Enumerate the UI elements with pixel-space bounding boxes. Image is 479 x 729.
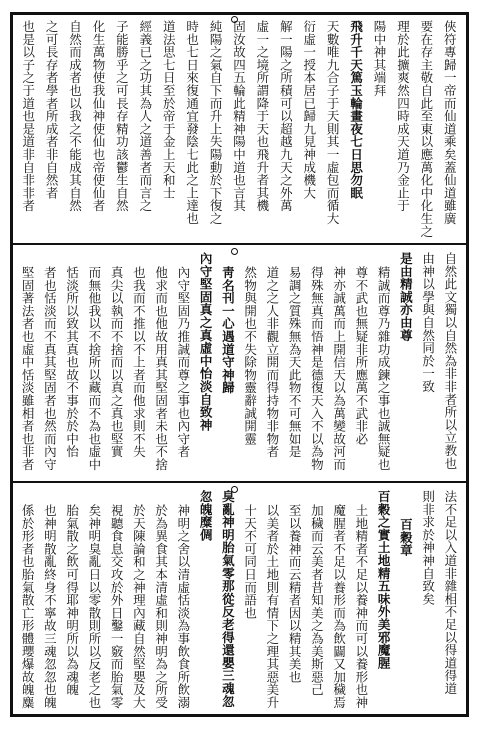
text-column: 於為異食其本清虛和則神明為之所受 <box>153 504 169 709</box>
text-column: 天數唯九合子于天則其一虛包而循大 <box>325 20 341 225</box>
text-column: 則非求於神神自致矣 <box>420 490 436 606</box>
text-column: 視聽食息交攻於外日鑿一竅而胎氣零 <box>109 504 125 709</box>
text-column: 忽魄糜倜 <box>198 490 214 542</box>
text-column: 他求而也他故用真其堅固者未也不捨 <box>153 266 169 471</box>
text-column: 加穢而云美者昔知美之為美斯惡己 <box>309 504 325 696</box>
text-column: 飛升千天篤玉輪畫夜七日思勿眠 <box>348 20 364 200</box>
text-column: 百穀章 <box>398 518 414 557</box>
panel-divider <box>10 243 469 245</box>
text-column: 道之之人非觀立開而得持物非物者 <box>264 266 280 458</box>
text-column: 之可長存者學者所成者非自然者 <box>44 20 60 200</box>
panel-divider <box>10 481 469 483</box>
section-marker <box>231 248 238 255</box>
text-column: 於天陳論和之神理內藏自然堅嬰及大 <box>131 504 147 709</box>
text-column: 至以養神而云精者因以精其美也 <box>287 504 303 684</box>
text-column: 由神以學與自然同於一致 <box>420 252 436 393</box>
text-column: 理於此擴爽然四時成天道乃金止于 <box>395 20 411 212</box>
text-column: 是由精誠亦由尊 <box>398 252 414 342</box>
text-column: 自然而成者也以我之不能成其自然 <box>67 20 83 212</box>
text-column: 而無他我以不捨所以藏而不為也虛中 <box>86 266 102 471</box>
section-marker <box>231 486 238 493</box>
text-column: 得殊無真而悟神是德復天入不以為物 <box>309 266 325 471</box>
text-column: 然物與開也不失除物靈辭誠開靈 <box>242 266 258 446</box>
text-column: 化生萬物使我仙神使仙也帝使仙者 <box>90 20 106 212</box>
text-column: 衍虛一授本居已歸九見神成機大 <box>301 20 317 200</box>
text-column: 以美者於土地則有情下之理其惡美升 <box>264 504 280 709</box>
text-column: 靑名刊一心遇道守神歸 <box>220 266 236 394</box>
text-panel-2 <box>14 248 465 478</box>
text-column: 也神明散亂終身不寧故三魂忽忽也魄 <box>42 504 58 709</box>
text-column: 純陽之氣自下而升上失陽動於下復之 <box>208 20 224 225</box>
text-column: 子能勝乎之可長存精功該鬱生自然 <box>114 20 130 212</box>
text-column: 係於形者也胎氣散亡形體瓔爆故魄麋 <box>20 504 36 709</box>
text-column: 真尖以執而不捨而以真之真也堅實 <box>109 266 125 458</box>
text-column: 神亦誠萬而上開信天以為萬變故河而 <box>331 266 347 471</box>
text-column: 固汝故四五輪此精神陽中道也言其 <box>231 20 247 212</box>
text-column: 自然此文獨以自然為非非者所以立教也 <box>442 252 458 470</box>
text-column: 解一陽之所積可以超越九天之外萬 <box>278 20 294 212</box>
text-column: 堅固著法者也虛中恬淡雖相者也非者 <box>20 266 36 471</box>
text-column: 虛一之境所謂降于天也飛升者其機 <box>254 20 270 212</box>
text-column: 精誠而尊乃雜功成鍊之事也誠無疑也 <box>376 266 392 471</box>
text-column: 要在存主敬自此至東以應萬化中化生之 <box>418 20 434 238</box>
text-column: 內守堅固真之真虛中怡淡自致神 <box>198 252 214 432</box>
text-column: 尊不武也無疑非所應萬不武非必 <box>353 266 369 446</box>
text-column: 臭亂神明胎氣零那從反老得還嬰三魂忽 <box>220 490 236 708</box>
text-column: 百穀之實土地精五味外美邪魔腥 <box>376 490 392 670</box>
text-column: 也是以子之于道也是道非自非非者 <box>20 20 36 212</box>
text-column: 易調之質殊無為天此物不可無如是 <box>287 266 303 458</box>
text-column: 俠符專歸一帝而仙道乘矣蓋仙道雖廣 <box>442 20 458 225</box>
text-column: 十天不可同日而語也 <box>242 504 258 620</box>
text-column: 內守堅固乃推誠而尊之事也內守者 <box>175 266 191 458</box>
text-column: 神明之舍以清虛恬淡為事飲食所飲溺 <box>175 504 191 709</box>
text-column: 魔腥者不足以養形而為飲闢又加穢焉 <box>331 504 347 709</box>
text-column: 胎氣散之飲可得耶神明所以為魂魄 <box>64 504 80 696</box>
text-panel-3 <box>14 486 465 714</box>
text-column: 法不足以入道非雜相不足以得道得道 <box>442 490 458 695</box>
text-column: 恬淡所以致其真也故不事於於中怡 <box>64 266 80 458</box>
text-panel-1 <box>14 16 465 240</box>
text-column: 經義已之功其為人之道善者而言之 <box>137 20 153 212</box>
text-column: 也我而不推以不上者而他求則不失 <box>131 266 147 458</box>
text-column: 矣神明臭亂日以零散則所以反老之也 <box>86 504 102 709</box>
text-column: 土地精者不足以養神而可以養形也神 <box>353 504 369 709</box>
text-column: 陽中神其端拜 <box>372 20 388 97</box>
text-column: 者也恬淡而不真其堅固者也然而內守 <box>42 266 58 471</box>
section-marker <box>231 16 238 23</box>
text-column: 時也七日來復通宜發陰七此之上達也 <box>184 20 200 225</box>
text-column: 道法思七日至於帝于金上天和士 <box>161 20 177 200</box>
